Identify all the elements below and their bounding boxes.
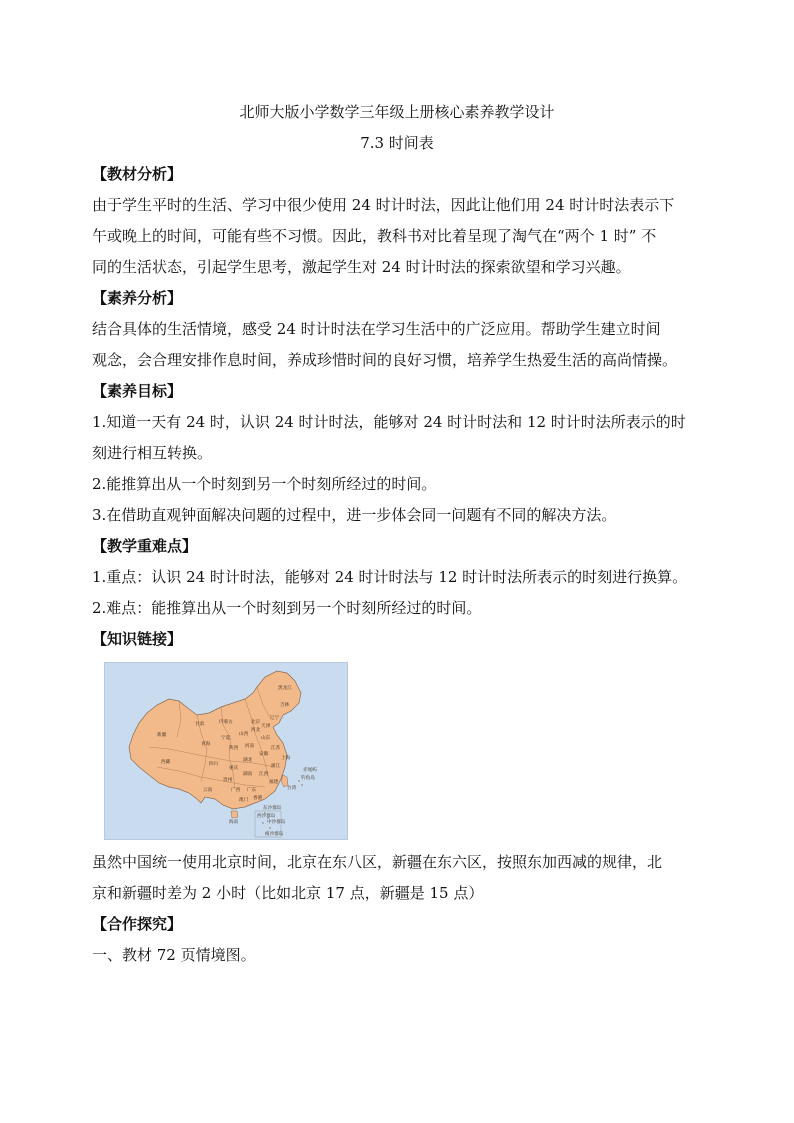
paragraph-line: 京和新疆时差为 2 小时（比如北京 17 点，新疆是 15 点） (92, 884, 484, 902)
map-label: 湖南 (243, 772, 253, 777)
map-label: 台湾 (287, 786, 297, 791)
map-label: 贵州 (223, 778, 233, 783)
heading-knowledge-link: 【知识链接】 (92, 630, 183, 648)
heading-key-points: 【教学重难点】 (92, 537, 198, 555)
map-label: 福建 (269, 780, 279, 785)
list-item: 刻进行相互转换。 (92, 444, 213, 462)
paragraph-line: 一、教材 72 页情境图。 (92, 946, 256, 964)
list-item: 2.能推算出从一个时刻到另一个时刻所经过的时间。 (92, 475, 437, 493)
list-item: 2.难点：能推算出从一个时刻到另一个时刻所经过的时间。 (92, 599, 482, 617)
list-item: 1.知道一天有 24 时，认识 24 时计时法，能够对 24 时计时法和 12 时计时法所表示的时 (92, 413, 686, 431)
map-label: 辽宁 (270, 716, 280, 721)
map-label: 西藏 (161, 760, 171, 765)
heading-literacy-goals: 【素养目标】 (92, 382, 183, 400)
map-label: 广西 (231, 788, 241, 793)
map-label: 赤尾屿 (303, 768, 317, 773)
list-item: 3.在借助直观钟面解决问题的过程中，进一步体会同一问题有不同的解决方法。 (92, 506, 617, 524)
map-label: 江苏 (271, 746, 281, 751)
map-label: 四川 (209, 762, 219, 767)
paragraph-line: 由于学生平时的生活、学习中很少使用 24 时计时法，因此让他们用 24 时计时法表示下 (92, 196, 675, 214)
map-label: 广东 (247, 788, 257, 793)
map-label: 内蒙古 (219, 720, 233, 725)
map-label: 安徽 (259, 752, 269, 757)
china-map-image (104, 662, 348, 840)
map-label: 山东 (261, 736, 271, 741)
map-label: 青海 (201, 742, 211, 747)
map-label: 云南 (203, 788, 213, 793)
map-label: 上海 (281, 756, 291, 761)
map-label: 澳门 (239, 798, 249, 803)
map-label: 湖北 (243, 758, 253, 763)
paragraph-line: 观念，会合理安排作息时间，养成珍惜时间的良好习惯，培养学生热爱生活的高尚情操。 (92, 351, 678, 369)
china-map-icon (105, 663, 347, 839)
map-label: 香港 (253, 796, 263, 801)
map-label: 宁夏 (221, 736, 231, 741)
map-label: 西沙群岛 (257, 814, 276, 819)
map-label: 河南 (245, 744, 255, 749)
map-label: 新疆 (157, 733, 167, 738)
map-label: 东沙群岛 (263, 806, 282, 811)
heading-textbook-analysis: 【教材分析】 (92, 165, 183, 183)
map-label: 吉林 (280, 703, 290, 708)
map-label: 南沙群岛 (265, 832, 284, 837)
map-label: 重庆 (229, 766, 239, 771)
heading-literacy-analysis: 【素养分析】 (92, 289, 183, 307)
map-label: 山西 (239, 732, 249, 737)
map-label: 天津 (261, 724, 271, 729)
document-subtitle: 7.3 时间表 (360, 134, 434, 152)
paragraph-line: 同的生活状态，引起学生思考，激起学生对 24 时计时法的探索欲望和学习兴趣。 (92, 258, 631, 276)
paragraph-line: 虽然中国统一使用北京时间，北京在东八区，新疆在东六区，按照东加西减的规律，北 (92, 853, 663, 871)
map-label: 浙江 (271, 764, 281, 769)
heading-cooperative-exploration: 【合作探究】 (92, 915, 183, 933)
map-label: 陕西 (229, 746, 239, 751)
map-label: 钓鱼岛 (301, 776, 315, 781)
map-label: 甘肃 (195, 722, 205, 727)
map-label: 江西 (259, 772, 269, 777)
document-title: 北师大版小学数学三年级上册核心素养教学设计 (239, 103, 555, 121)
map-label: 北京 (251, 720, 261, 725)
map-label: 海南 (229, 820, 239, 825)
paragraph-line: 午或晚上的时间，可能有些不习惯。因此，教科书对比着呈现了淘气在“两个 1 时” 不 (92, 227, 657, 245)
map-label: 河北 (251, 728, 261, 733)
map-label: 黑龙江 (278, 686, 292, 691)
list-item: 1.重点：认识 24 时计时法，能够对 24 时计时法与 12 时计时法所表示的时刻进行换算。 (92, 568, 688, 586)
map-label: 中沙群岛 (267, 820, 286, 825)
paragraph-line: 结合具体的生活情境，感受 24 时计时法在学习生活中的广泛应用。帮助学生建立时间 (92, 320, 661, 338)
